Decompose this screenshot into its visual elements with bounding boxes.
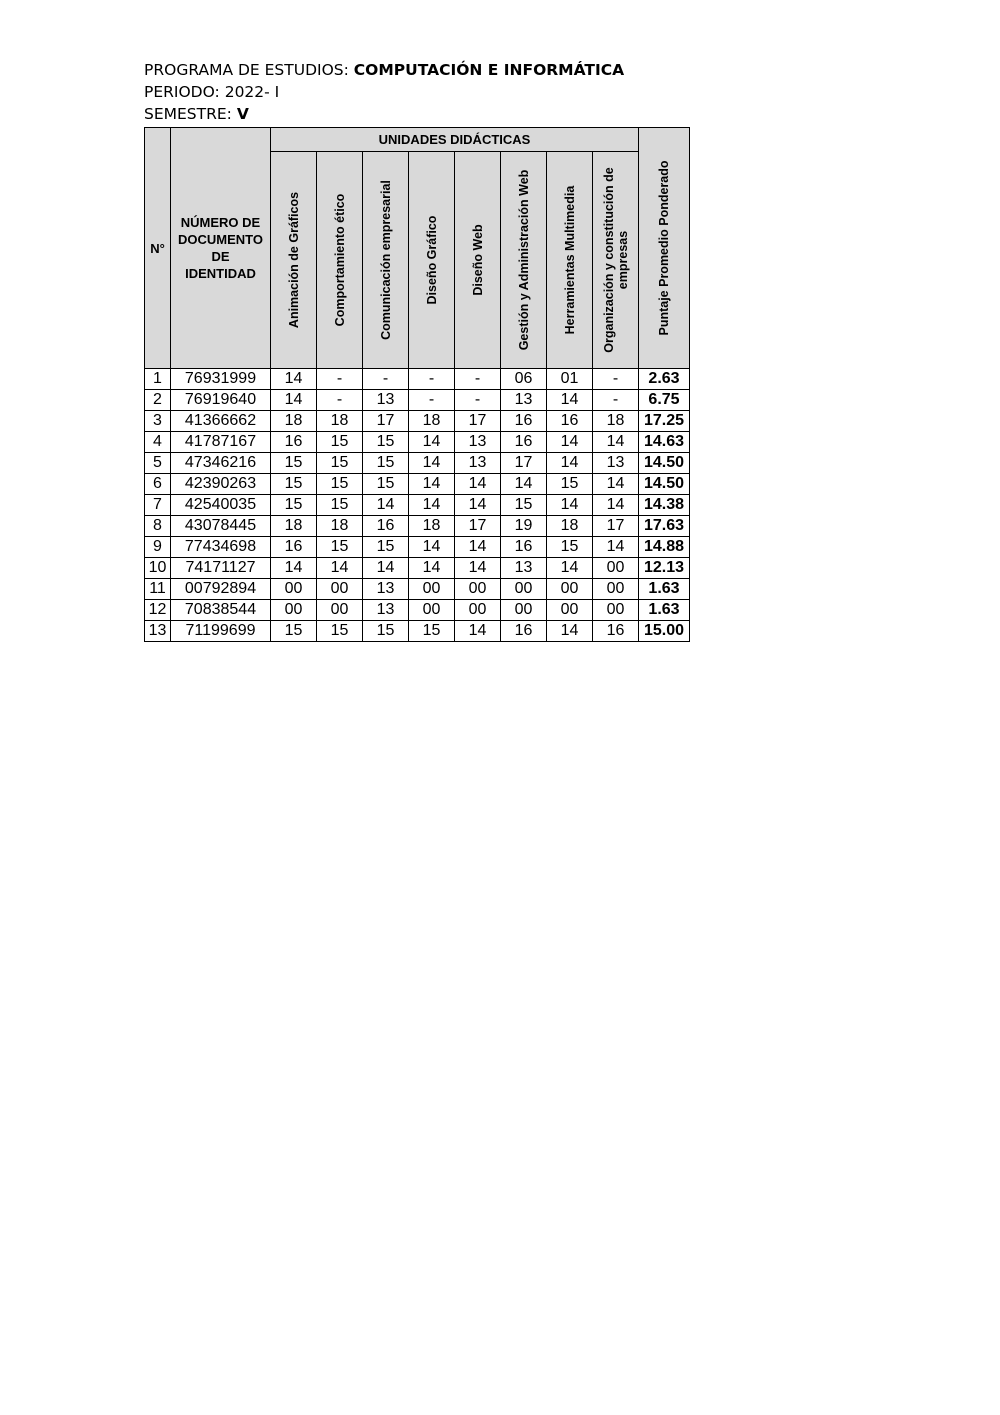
grade-cell: 14 — [363, 495, 409, 516]
grade-cell: 14 — [455, 474, 501, 495]
grade-cell: 00 — [409, 600, 455, 621]
unit-header-label: Comportamiento ético — [332, 193, 347, 327]
grade-cell: 15 — [317, 432, 363, 453]
grade-cell: 13 — [363, 600, 409, 621]
grade-cell: 15 — [363, 621, 409, 642]
grade-cell: - — [317, 390, 363, 411]
header-row-top — [145, 128, 690, 152]
table-row — [145, 432, 690, 453]
grade-cell: 15 — [317, 453, 363, 474]
grade-cell: 13 — [593, 453, 639, 474]
grade-cell: 14 — [409, 474, 455, 495]
unit-header — [317, 152, 363, 369]
grade-cell: 18 — [593, 411, 639, 432]
table-row — [145, 495, 690, 516]
grade-cell: 00 — [455, 600, 501, 621]
row-number: 2 — [145, 390, 171, 411]
grade-cell: 18 — [409, 516, 455, 537]
weighted-score: 15.00 — [639, 621, 690, 642]
grades-table — [144, 127, 690, 642]
row-number: 10 — [145, 558, 171, 579]
weighted-score: 1.63 — [639, 600, 690, 621]
grade-cell: 00 — [593, 600, 639, 621]
grade-cell: - — [409, 390, 455, 411]
table-row — [145, 390, 690, 411]
weighted-score: 1.63 — [639, 579, 690, 600]
grade-cell: 00 — [271, 579, 317, 600]
unit-header-label: Animación de Gráficos — [286, 191, 301, 329]
row-number: 11 — [145, 579, 171, 600]
grade-cell: 00 — [317, 600, 363, 621]
grade-cell: 14 — [455, 558, 501, 579]
weighted-score: 17.25 — [639, 411, 690, 432]
unit-header — [271, 152, 317, 369]
grade-cell: 13 — [455, 432, 501, 453]
grade-cell: 17 — [455, 411, 501, 432]
grade-cell: 18 — [271, 411, 317, 432]
grade-cell: 15 — [363, 537, 409, 558]
table-row — [145, 621, 690, 642]
period-line — [144, 81, 624, 103]
grade-cell: 00 — [501, 579, 547, 600]
grade-cell: 14 — [547, 390, 593, 411]
unit-header-label: Organización y constitución de empresas — [601, 167, 630, 353]
weighted-score: 2.63 — [639, 369, 690, 390]
grade-cell: 16 — [501, 432, 547, 453]
document-number: 42390263 — [171, 474, 271, 495]
grade-cell: 14 — [271, 390, 317, 411]
document-number: 74171127 — [171, 558, 271, 579]
grade-cell: 14 — [455, 537, 501, 558]
grade-cell: 00 — [593, 558, 639, 579]
grade-cell: - — [409, 369, 455, 390]
weighted-score: 12.13 — [639, 558, 690, 579]
grade-cell: 14 — [271, 369, 317, 390]
grade-cell: 17 — [593, 516, 639, 537]
grade-cell: 14 — [317, 558, 363, 579]
unit-header — [593, 152, 639, 369]
table-row — [145, 474, 690, 495]
program-line — [144, 59, 624, 81]
col-document-header: NÚMERO DE DOCUMENTO DE IDENTIDAD — [171, 128, 271, 369]
grade-cell: 00 — [593, 579, 639, 600]
grade-cell: 14 — [363, 558, 409, 579]
unit-header — [363, 152, 409, 369]
grade-cell: 14 — [409, 432, 455, 453]
weighted-score: 14.63 — [639, 432, 690, 453]
grade-cell: 14 — [455, 621, 501, 642]
document-number: 42540035 — [171, 495, 271, 516]
grade-cell: 14 — [455, 495, 501, 516]
grade-cell: - — [317, 369, 363, 390]
period-value: 2022- I — [224, 83, 280, 101]
grades-body — [145, 369, 690, 642]
grade-cell: 14 — [547, 453, 593, 474]
grade-cell: 15 — [271, 495, 317, 516]
grade-cell: 13 — [455, 453, 501, 474]
grade-cell: 15 — [501, 495, 547, 516]
col-score-header — [639, 128, 690, 369]
document-number: 41366662 — [171, 411, 271, 432]
grade-cell: - — [593, 390, 639, 411]
document-number: 76919640 — [171, 390, 271, 411]
weighted-score: 17.63 — [639, 516, 690, 537]
grade-cell: 14 — [593, 474, 639, 495]
table-row — [145, 579, 690, 600]
grade-cell: 15 — [271, 621, 317, 642]
grade-cell: - — [455, 390, 501, 411]
grade-cell: 18 — [409, 411, 455, 432]
grade-cell: 17 — [501, 453, 547, 474]
grade-cell: 15 — [271, 453, 317, 474]
grade-cell: 13 — [501, 390, 547, 411]
document-header — [144, 59, 624, 125]
grade-cell: - — [363, 369, 409, 390]
grade-cell: 16 — [547, 411, 593, 432]
grade-cell: 18 — [547, 516, 593, 537]
row-number: 4 — [145, 432, 171, 453]
grade-cell: 14 — [409, 558, 455, 579]
grade-cell: 17 — [455, 516, 501, 537]
grade-cell: 15 — [547, 474, 593, 495]
grade-cell: 14 — [409, 453, 455, 474]
document-number: 47346216 — [171, 453, 271, 474]
grade-cell: 15 — [317, 495, 363, 516]
grade-cell: 17 — [363, 411, 409, 432]
grade-cell: 14 — [593, 432, 639, 453]
weighted-score: 14.38 — [639, 495, 690, 516]
semester-line — [144, 103, 624, 125]
grade-cell: 00 — [547, 600, 593, 621]
grade-cell: 00 — [317, 579, 363, 600]
grade-cell: 16 — [501, 621, 547, 642]
weighted-score: 14.50 — [639, 453, 690, 474]
grade-cell: 16 — [501, 411, 547, 432]
grade-cell: 01 — [547, 369, 593, 390]
grade-cell: 14 — [593, 537, 639, 558]
grade-cell: 00 — [547, 579, 593, 600]
document-number: 76931999 — [171, 369, 271, 390]
table-row — [145, 558, 690, 579]
unit-header — [501, 152, 547, 369]
row-number: 12 — [145, 600, 171, 621]
grade-cell: 00 — [409, 579, 455, 600]
grade-cell: 00 — [271, 600, 317, 621]
grade-cell: 13 — [501, 558, 547, 579]
row-number: 8 — [145, 516, 171, 537]
grade-cell: 18 — [271, 516, 317, 537]
semester-label: SEMESTRE: — [144, 105, 237, 123]
row-number: 13 — [145, 621, 171, 642]
table-row — [145, 537, 690, 558]
program-label: PROGRAMA DE ESTUDIOS: — [144, 61, 354, 79]
grade-cell: 16 — [271, 537, 317, 558]
unit-header — [547, 152, 593, 369]
grade-cell: 14 — [547, 495, 593, 516]
grade-cell: 14 — [547, 558, 593, 579]
period-label: PERIODO: — [144, 83, 225, 101]
weighted-score: 14.88 — [639, 537, 690, 558]
grade-cell: 19 — [501, 516, 547, 537]
grade-cell: 15 — [317, 621, 363, 642]
weighted-score: 14.50 — [639, 474, 690, 495]
grade-cell: 00 — [455, 579, 501, 600]
grade-cell: 15 — [363, 453, 409, 474]
grade-cell: 00 — [501, 600, 547, 621]
col-number-header: N° — [145, 128, 171, 369]
col-score-label: Puntaje Promedio Ponderado — [657, 160, 671, 336]
grade-cell: 13 — [363, 579, 409, 600]
grade-cell: 15 — [271, 474, 317, 495]
unit-header-label: Diseño Web — [470, 224, 485, 296]
weighted-score: 6.75 — [639, 390, 690, 411]
grade-cell: - — [455, 369, 501, 390]
grade-cell: 14 — [409, 495, 455, 516]
row-number: 7 — [145, 495, 171, 516]
grade-cell: 06 — [501, 369, 547, 390]
grade-cell: 14 — [409, 537, 455, 558]
row-number: 9 — [145, 537, 171, 558]
unit-header-label: Herramientas Multimedia — [562, 185, 577, 335]
row-number: 3 — [145, 411, 171, 432]
grade-cell: 15 — [363, 432, 409, 453]
grade-cell: 18 — [317, 411, 363, 432]
document-number: 71199699 — [171, 621, 271, 642]
document-number: 43078445 — [171, 516, 271, 537]
table-row — [145, 516, 690, 537]
unit-header — [455, 152, 501, 369]
unit-header-label: Gestión y Administración Web — [516, 169, 531, 351]
semester-value: V — [236, 105, 249, 123]
document-number: 70838544 — [171, 600, 271, 621]
grade-cell: 14 — [501, 474, 547, 495]
grade-cell: 14 — [593, 495, 639, 516]
grade-cell: 15 — [409, 621, 455, 642]
document-number: 00792894 — [171, 579, 271, 600]
grade-cell: 15 — [363, 474, 409, 495]
grade-cell: 14 — [547, 621, 593, 642]
grade-cell: 15 — [317, 537, 363, 558]
grade-cell: - — [593, 369, 639, 390]
row-number: 1 — [145, 369, 171, 390]
grade-cell: 14 — [547, 432, 593, 453]
table-row — [145, 411, 690, 432]
unit-header — [409, 152, 455, 369]
unit-header-label: Diseño Gráfico — [424, 215, 439, 305]
document-number: 77434698 — [171, 537, 271, 558]
grade-cell: 18 — [317, 516, 363, 537]
row-number: 5 — [145, 453, 171, 474]
grade-cell: 14 — [271, 558, 317, 579]
table-row — [145, 600, 690, 621]
grade-cell: 16 — [593, 621, 639, 642]
row-number: 6 — [145, 474, 171, 495]
program-value: COMPUTACIÓN E INFORMÁTICA — [353, 61, 625, 79]
grade-cell: 15 — [317, 474, 363, 495]
grade-cell: 13 — [363, 390, 409, 411]
grade-cell: 16 — [501, 537, 547, 558]
unit-header-label: Comunicación empresarial — [378, 180, 393, 340]
table-row — [145, 369, 690, 390]
grade-cell: 15 — [547, 537, 593, 558]
document-number: 41787167 — [171, 432, 271, 453]
table-row — [145, 453, 690, 474]
grade-cell: 16 — [271, 432, 317, 453]
units-title-header: UNIDADES DIDÁCTICAS — [271, 128, 639, 152]
grade-cell: 16 — [363, 516, 409, 537]
